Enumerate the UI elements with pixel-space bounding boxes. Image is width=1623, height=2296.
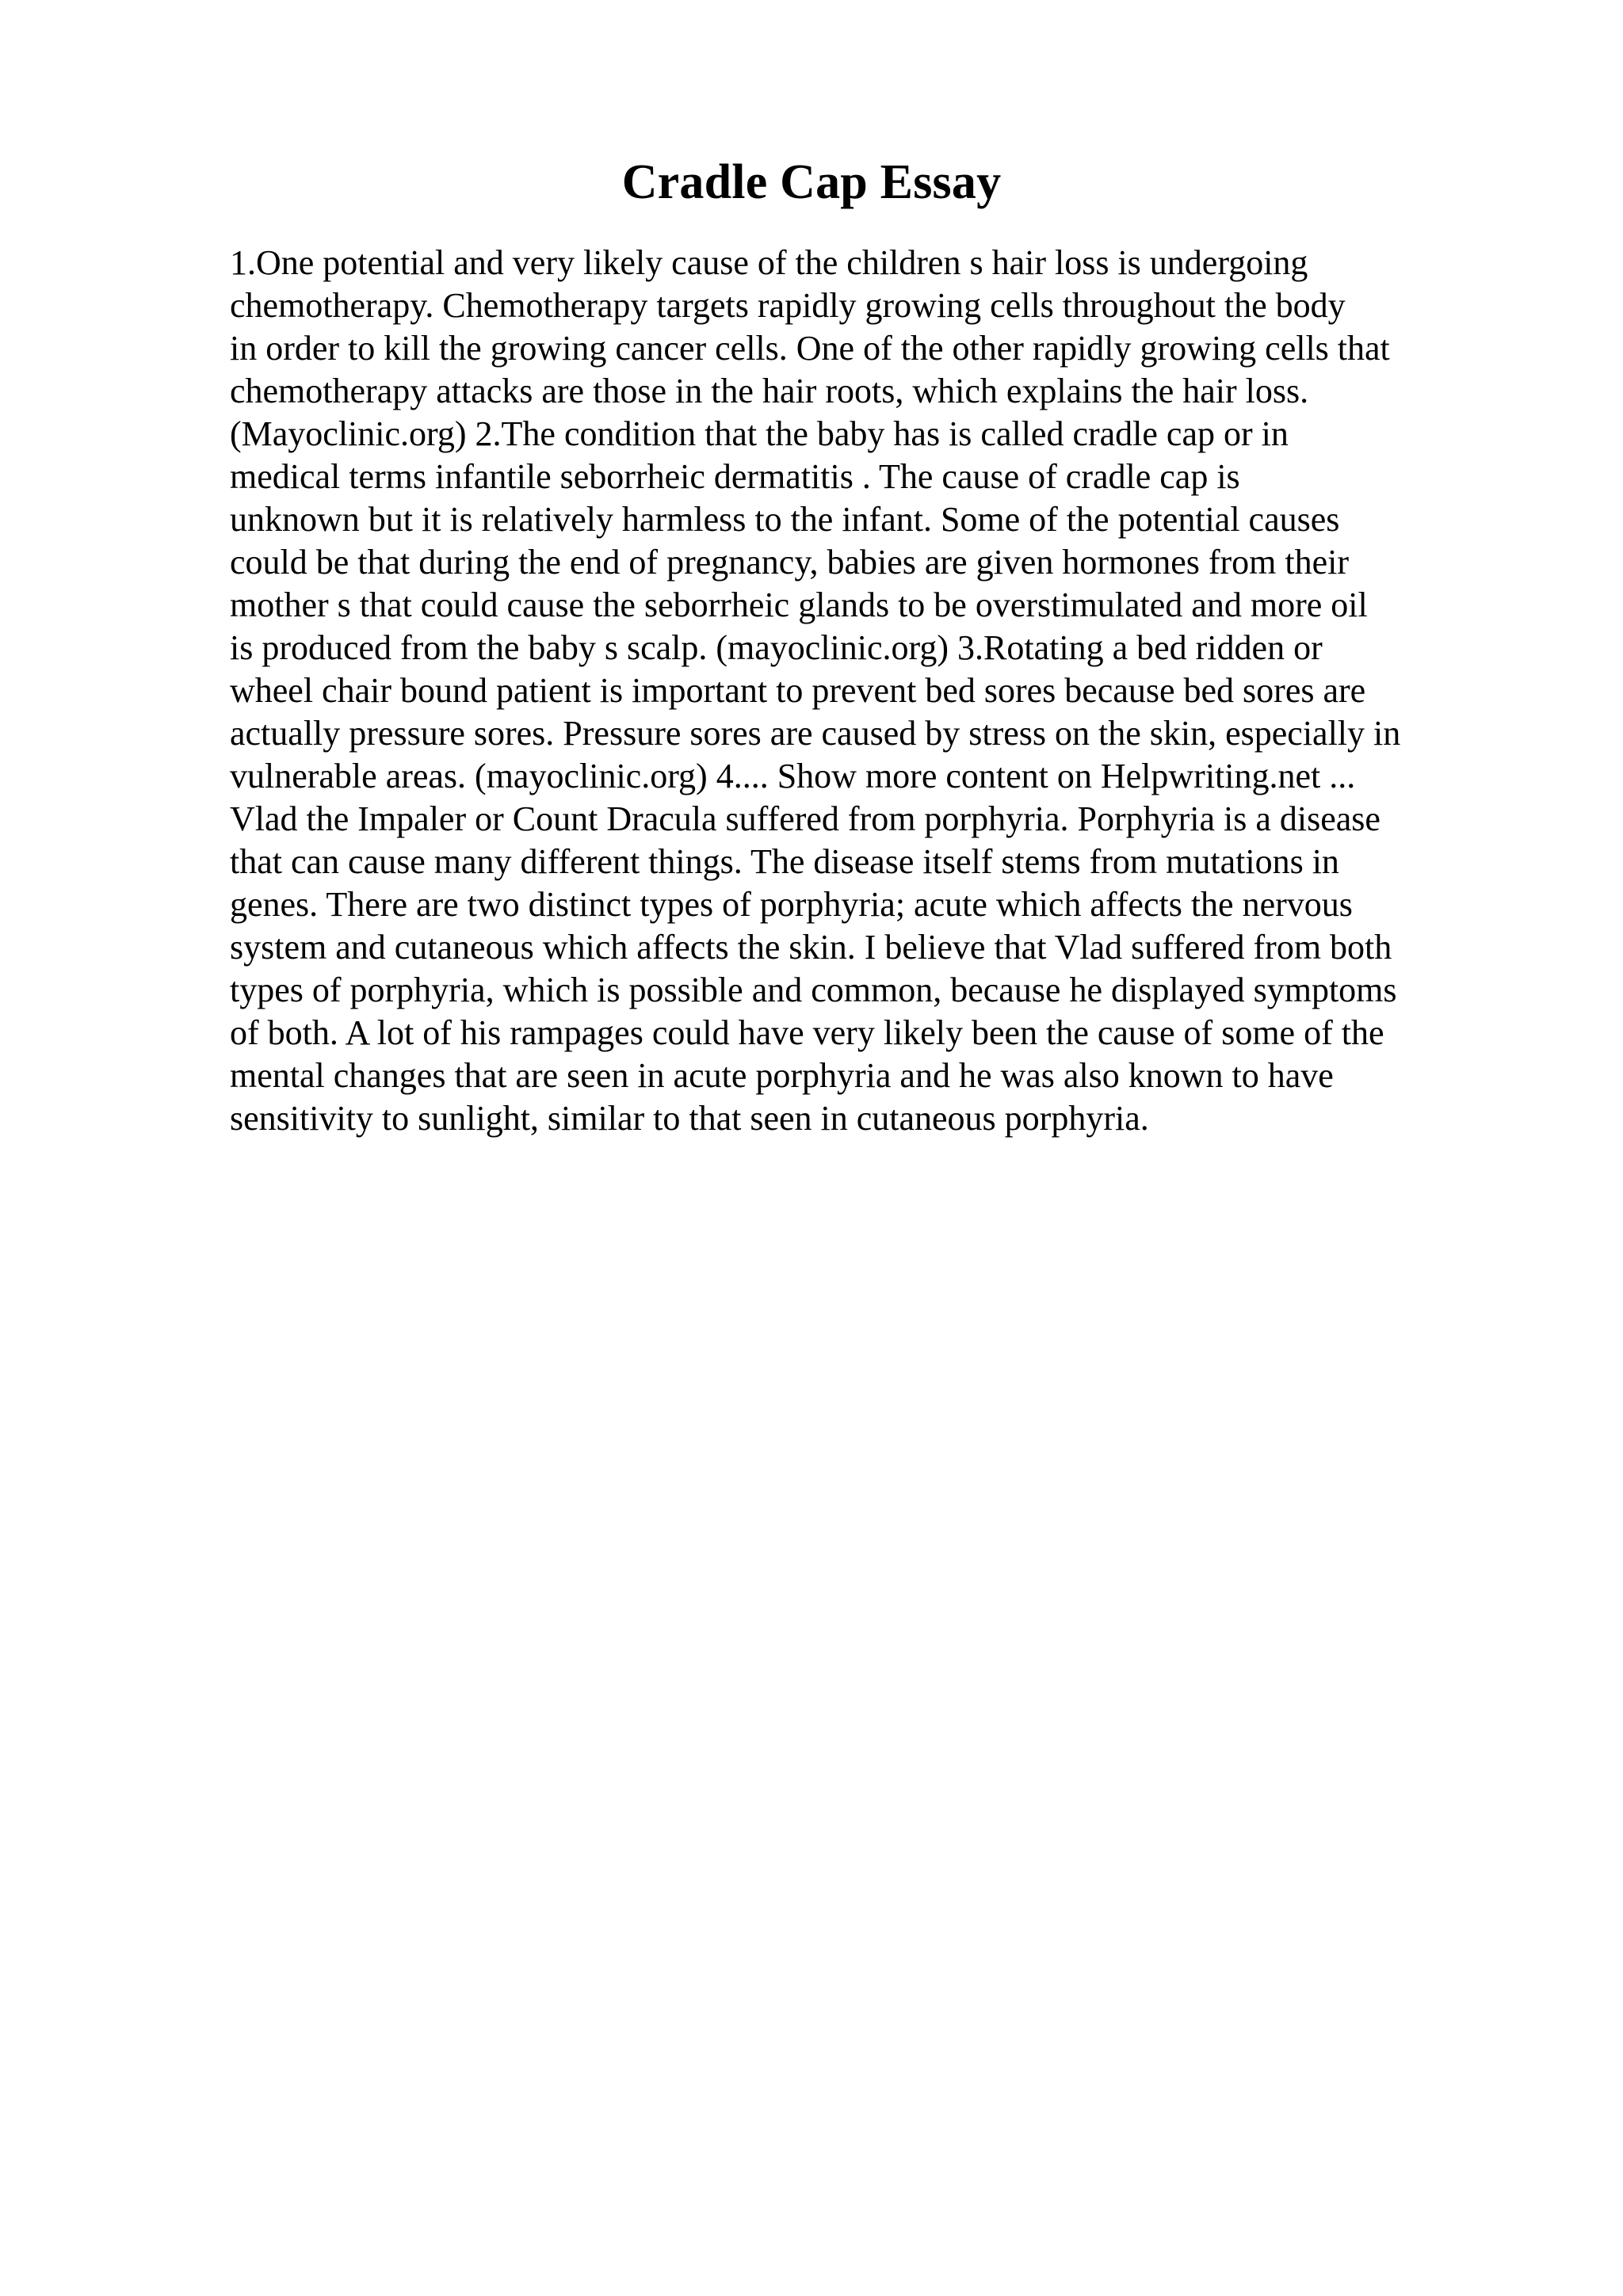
essay-line: sensitivity to sunlight, similar to that seen in cutaneous porphyria. <box>230 1099 1149 1138</box>
essay-line: chemotherapy. Chemotherapy targets rapidly growing cells throughout the body <box>230 286 1346 325</box>
document-title: Cradle Cap Essay <box>621 155 1002 209</box>
essay-line: system and cutaneous which affects the skin. I believe that Vlad suffered from both <box>230 928 1392 967</box>
essay-line: mother s that could cause the seborrheic glands to be overstimulated and more oil <box>230 585 1368 624</box>
essay-line: in order to kill the growing cancer cells. One of the other rapidly growing cells that <box>230 329 1390 368</box>
essay-line: (Mayoclinic.org) 2.The condition that the baby has is called cradle cap or in <box>230 414 1289 453</box>
essay-line: actually pressure sores. Pressure sores are caused by stress on the skin, especially in <box>230 714 1401 753</box>
essay-line: of both. A lot of his rampages could have very likely been the cause of some of the <box>230 1013 1384 1052</box>
essay-line: medical terms infantile seborrheic dermatitis . The cause of cradle cap is <box>230 457 1240 496</box>
essay-line: vulnerable areas. (mayoclinic.org) 4.... Show more content on Helpwriting.net ... <box>230 757 1356 795</box>
essay-line: Vlad the Impaler or Count Dracula suffered from porphyria. Porphyria is a disease <box>230 799 1381 838</box>
essay-line: that can cause many different things. The disease itself stems from mutations in <box>230 842 1339 881</box>
essay-line: 1.One potential and very likely cause of the children s hair loss is undergoing <box>230 243 1308 282</box>
essay-line: mental changes that are seen in acute porphyria and he was also known to have <box>230 1056 1334 1095</box>
essay-line: genes. There are two distinct types of porphyria; acute which affects the nervous <box>230 885 1353 924</box>
essay-line: wheel chair bound patient is important to prevent bed sores because bed sores are <box>230 671 1366 710</box>
essay-line: unknown but it is relatively harmless to the infant. Some of the potential causes <box>230 500 1340 539</box>
essay-line: types of porphyria, which is possible and common, because he displayed symptoms <box>230 971 1397 1009</box>
essay-body <box>230 242 1498 1140</box>
essay-line: chemotherapy attacks are those in the hair roots, which explains the hair loss. <box>230 372 1309 410</box>
essay-line: is produced from the baby s scalp. (mayoclinic.org) 3.Rotating a bed ridden or <box>230 628 1323 667</box>
essay-line: could be that during the end of pregnancy, babies are given hormones from their <box>230 543 1350 582</box>
